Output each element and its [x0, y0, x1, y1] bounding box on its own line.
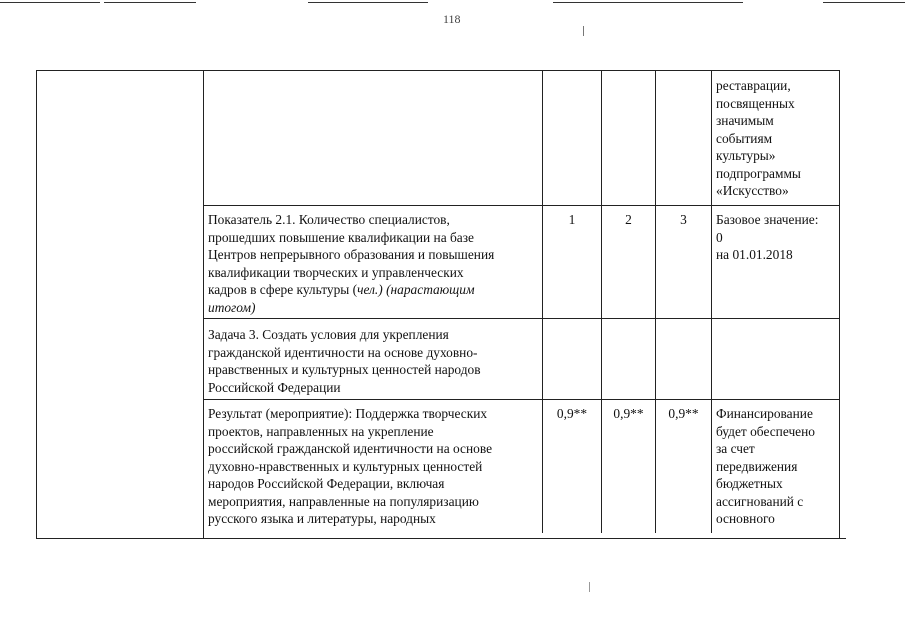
- table-row-divider: [203, 205, 840, 206]
- result-description: [208, 405, 492, 528]
- scan-mark: [583, 26, 584, 36]
- note-line: реставрации,: [716, 78, 791, 93]
- description-text: кадров в сфере культуры (: [208, 282, 358, 297]
- note-line: «Искусство»: [716, 183, 789, 198]
- unit-text: чел.) (нарастающим: [357, 282, 475, 297]
- table-row-divider: [203, 318, 840, 319]
- table-column-divider: [711, 70, 712, 533]
- table-row-divider: [203, 399, 840, 400]
- description-line: гражданской идентичности на основе духовно-: [208, 344, 478, 360]
- page-number: 118: [443, 12, 461, 26]
- description-line: [208, 299, 494, 317]
- table-row: [716, 77, 801, 200]
- description-line: Показатель 2.1. Количество специалистов,: [208, 212, 450, 227]
- table-border-right: [839, 70, 840, 538]
- description-line: российской гражданской идентичности на основе: [208, 441, 493, 456]
- table-border-top: [36, 70, 840, 71]
- table-column-divider: [203, 70, 204, 538]
- note-line: будет обеспечено: [716, 423, 815, 439]
- note-line: посвященных: [716, 95, 795, 111]
- scan-line: [308, 2, 428, 3]
- scan-line: [553, 2, 743, 3]
- note-line: Базовое значение:: [716, 212, 819, 227]
- table-column-divider: [601, 70, 602, 533]
- note-line: значимым: [716, 113, 774, 128]
- description-line: Центров непрерывного образования и повышения: [208, 247, 495, 262]
- note-line: 0: [716, 229, 723, 245]
- note-line: основного: [716, 511, 775, 526]
- description-line: Российской Федерации: [208, 379, 341, 395]
- description-line: Задача 3. Создать условия для укрепления: [208, 327, 449, 342]
- description-line: проектов, направленных на укрепление: [208, 423, 434, 439]
- note-line: культуры»: [716, 148, 776, 163]
- table-column-divider: [655, 70, 656, 533]
- value-cell: 1: [568, 212, 576, 227]
- note-line: бюджетных: [716, 476, 783, 491]
- note-cell: [716, 211, 818, 264]
- table-border-left: [36, 70, 37, 538]
- task-description: [208, 326, 481, 396]
- note-line: за счет: [716, 441, 755, 456]
- value-cell: 0,9**: [556, 406, 588, 421]
- description-line: народов Российской Федерации, включая: [208, 476, 445, 491]
- description-line: русского языка и литературы, народных: [208, 511, 436, 526]
- note-line: событиям: [716, 130, 773, 146]
- note-line: подпрограммы: [716, 165, 801, 181]
- value-cell: 0,9**: [668, 406, 699, 421]
- description-line: мероприятия, направленные на популяризацию: [208, 493, 479, 509]
- note-cell: [716, 405, 815, 528]
- description-line: прошедших повышение квалификации на базе: [208, 229, 474, 245]
- description-line: духовно-нравственных и культурных ценностей: [208, 458, 483, 474]
- scan-line: [823, 2, 905, 3]
- indicator-description: [208, 211, 494, 316]
- scan-line: [0, 2, 100, 3]
- description-line: нравственных и культурных ценностей народов: [208, 362, 481, 377]
- description-line: Результат (мероприятие): Поддержка творческих: [208, 406, 488, 421]
- scan-line: [104, 2, 196, 3]
- note-line: Финансирование: [716, 406, 813, 421]
- value-cell: 3: [680, 212, 687, 227]
- note-line: передвижения: [716, 458, 798, 474]
- scan-mark: [589, 582, 590, 592]
- table-border-bottom: [36, 538, 846, 539]
- description-line: квалификации творческих и управленческих: [208, 264, 464, 280]
- value-cell: 2: [625, 212, 632, 227]
- unit-text: итогом): [208, 299, 256, 315]
- note-line: ассигнований с: [716, 493, 804, 509]
- note-line: на 01.01.2018: [716, 247, 793, 262]
- table-column-divider: [542, 70, 543, 533]
- description-line: [208, 281, 494, 299]
- value-cell: 0,9**: [613, 406, 644, 421]
